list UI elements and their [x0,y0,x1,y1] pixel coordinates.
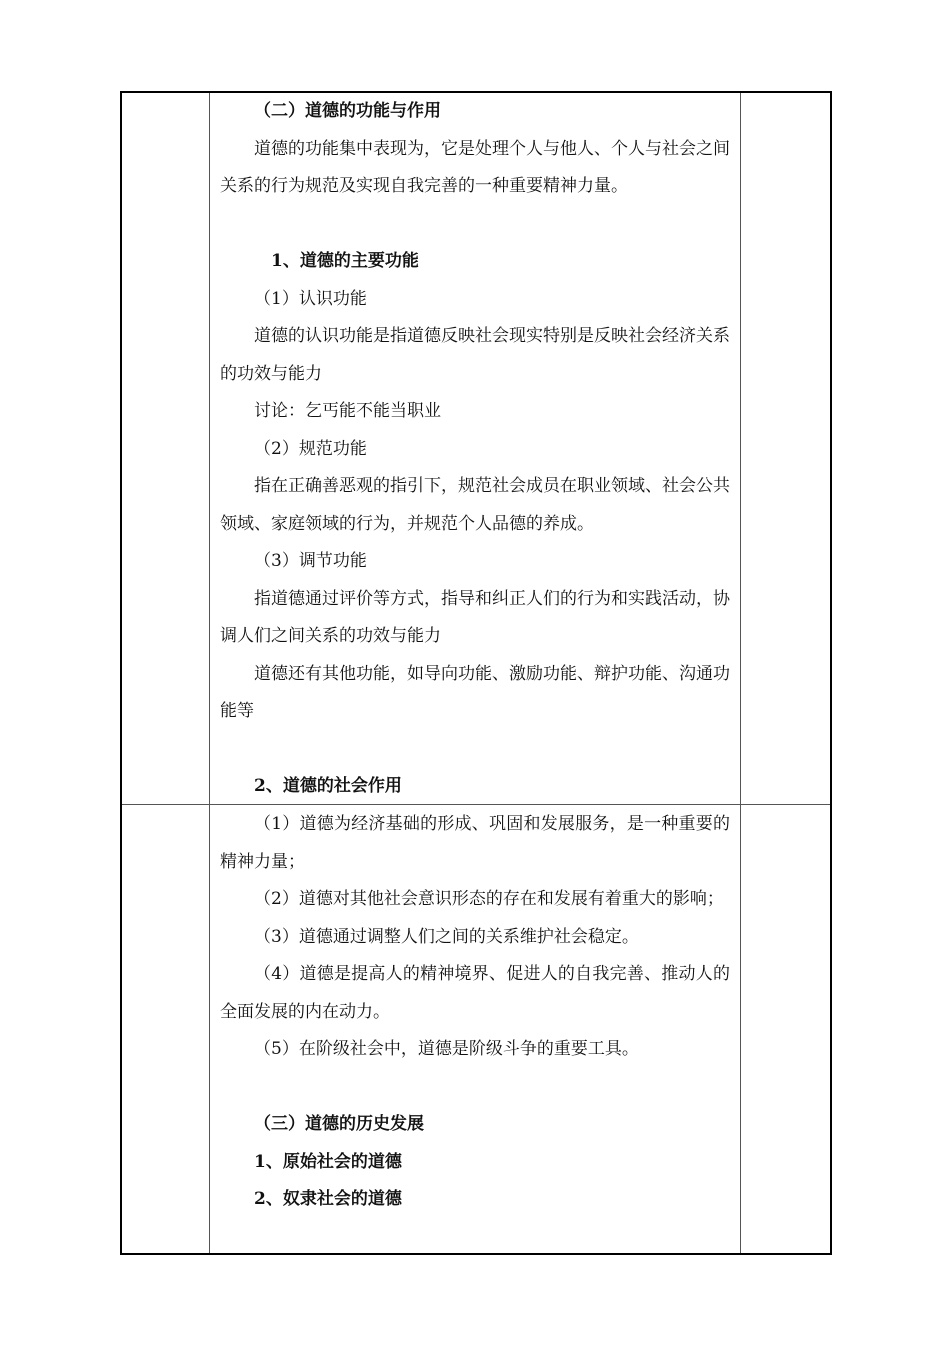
paragraph: 道德还有其他功能，如导向功能、激励功能、辩护功能、沟通功能等 [220,663,730,721]
paragraph: （1）认识功能 [254,288,367,309]
paragraph: （1）道德为经济基础的形成、巩固和发展服务，是一种重要的精神力量； [220,814,730,872]
paragraph: （3）调节功能 [254,551,367,571]
blank-line [220,731,730,769]
paragraph: 道德的认识功能是指道德反映社会现实特别是反映社会经济关系的功效与能力 [220,326,730,384]
content-table [120,91,832,1255]
paragraph: 指在正确善恶观的指引下，规范社会成员在职业领域、社会公共领域、家庭领域的行为，并规范个人品德的养成。 [220,476,730,534]
row-2-content-cell [210,806,740,1219]
blank-line [220,1069,730,1107]
paragraph: 道德的功能集中表现为，它是处理个人与他人、个人与社会之间关系的行为规范及实现自我完善的一种重要精神力量。 [220,138,730,196]
row-1-content-cell [210,93,740,806]
blank-line [220,206,730,244]
paragraph: （4）道德是提高人的精神境界、促进人的自我完善、推动人的全面发展的内在动力。 [220,964,730,1022]
paragraph: （二）道德的功能与作用 [254,101,441,121]
paragraph: 指道德通过评价等方式，指导和纠正人们的行为和实践活动，协调人们之间关系的功效与能力 [220,588,730,646]
column-divider-right [740,93,741,1253]
paragraph: （5）在阶级社会中，道德是阶级斗争的重要工具。 [254,1039,639,1059]
paragraph: 1、道德的主要功能 [271,251,419,271]
paragraph: （2）道德对其他社会意识形态的存在和发展有着重大的影响； [254,889,724,909]
paragraph: （3）道德通过调整人们之间的关系维护社会稳定。 [254,926,639,947]
paragraph: 1、原始社会的道德 [254,1151,402,1172]
paragraph: 讨论：乞丐能不能当职业 [254,401,441,421]
paragraph: 2、道德的社会作用 [254,776,402,796]
paragraph: （2）规范功能 [254,438,367,459]
paragraph: （三）道德的历史发展 [254,1114,424,1134]
paragraph: 2、奴隶社会的道德 [254,1189,402,1209]
